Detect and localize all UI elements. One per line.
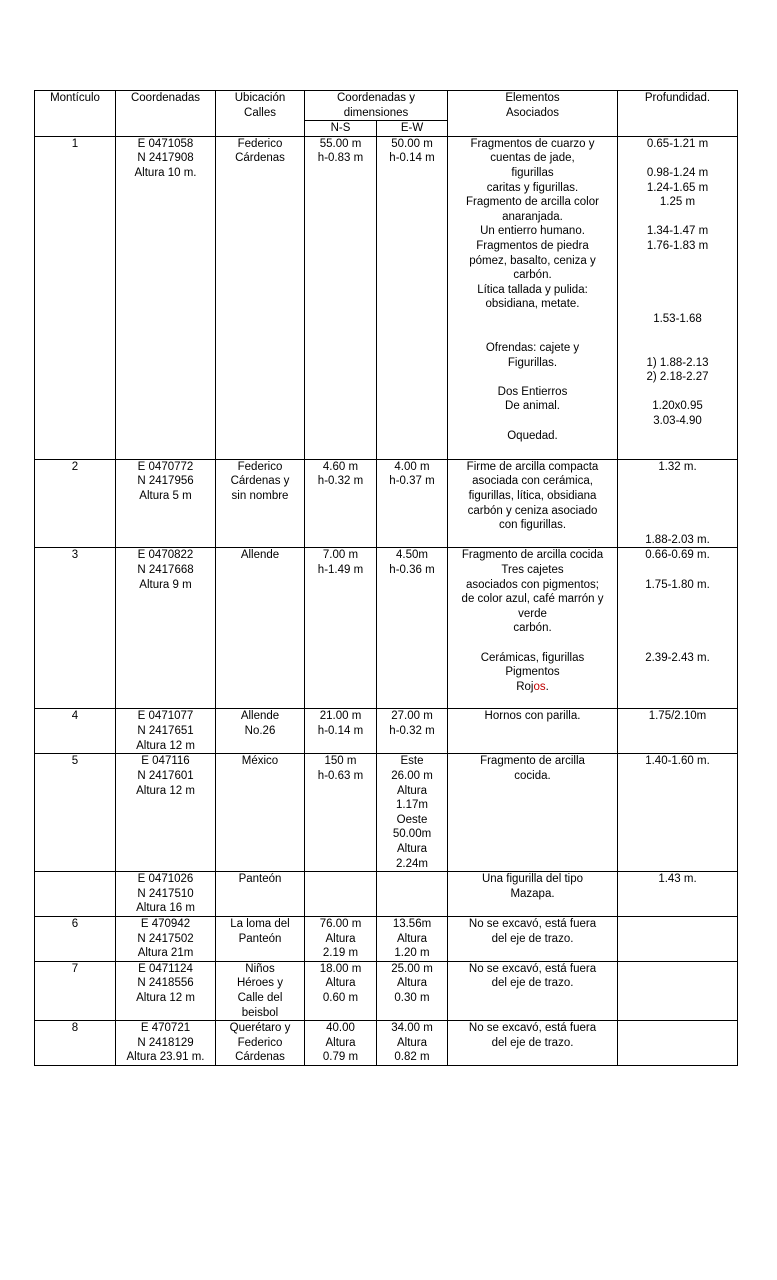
monticulo-cell: 2: [35, 459, 116, 548]
elementos-cell: Fragmento de arcilla cocida.: [448, 754, 618, 872]
ew-cell: 4.50m h-0.36 m: [377, 548, 448, 709]
table-row: [35, 754, 738, 872]
ubicacion-cell: Niños Héroes y Calle del beisbol: [216, 961, 305, 1020]
header-row: [35, 91, 738, 121]
ns-cell: 40.00 Altura 0.79 m: [305, 1021, 377, 1066]
ubicacion-cell: Querétaro y Federico Cárdenas: [216, 1021, 305, 1066]
ew-cell: 27.00 m h-0.32 m: [377, 709, 448, 754]
coordenadas-cell: E 0470822 N 2417668 Altura 9 m: [116, 548, 216, 709]
monticulo-cell: 8: [35, 1021, 116, 1066]
coordenadas-cell: E 0470772 N 2417956 Altura 5 m: [116, 459, 216, 548]
monticulo-cell: 3: [35, 548, 116, 709]
header-monticulo: Montículo: [35, 91, 116, 137]
elementos-cell: [448, 548, 618, 709]
table-row: [35, 961, 738, 1020]
ew-cell: Este 26.00 m Altura 1.17m Oeste 50.00m Altura 2.24m: [377, 754, 448, 872]
ubicacion-cell: Allende: [216, 548, 305, 709]
elementos-cell: No se excavó, está fuera del eje de trazo.: [448, 961, 618, 1020]
header-ew: E-W: [377, 121, 448, 137]
elementos-last-b: os: [533, 680, 546, 693]
elementos-cell: Fragmentos de cuarzo y cuentas de jade, figurillas caritas y figurillas. Fragmento de arcilla color anaranjada. Un entierro humano. Fragmentos de piedra pómez, basalto, ceniza y carbón. Lítica tallada y pulida: obsidiana, metate. Ofrendas: cajete y Figurillas. Dos Entierros De animal. Oquedad.: [448, 136, 618, 459]
profundidad-cell: [618, 1021, 738, 1066]
profundidad-cell: 1.32 m. 1.88-2.03 m.: [618, 459, 738, 548]
elementos-last-line: [449, 680, 616, 695]
monticulo-cell: 1: [35, 136, 116, 459]
monticulo-cell: 7: [35, 961, 116, 1020]
elementos-cell: Hornos con parilla.: [448, 709, 618, 754]
profundidad-cell: 0.66-0.69 m. 1.75-1.80 m. 2.39-2.43 m.: [618, 548, 738, 709]
header-ns: N-S: [305, 121, 377, 137]
ubicacion-cell: La loma del Panteón: [216, 917, 305, 962]
ew-cell: 4.00 m h-0.37 m: [377, 459, 448, 548]
header-coordenadas: Coordenadas: [116, 91, 216, 137]
coordenadas-cell: E 047116 N 2417601 Altura 12 m: [116, 754, 216, 872]
table-row: [35, 1021, 738, 1066]
profundidad-cell: 1.43 m.: [618, 872, 738, 917]
ns-cell: 7.00 m h-1.49 m: [305, 548, 377, 709]
coordenadas-cell: E 0471026 N 2417510 Altura 16 m: [116, 872, 216, 917]
elementos-cell: No se excavó, está fuera del eje de trazo.: [448, 917, 618, 962]
ns-cell: [305, 872, 377, 917]
ns-cell: 55.00 m h-0.83 m: [305, 136, 377, 459]
table-row: [35, 136, 738, 459]
ubicacion-cell: Panteón: [216, 872, 305, 917]
ubicacion-cell: Federico Cárdenas: [216, 136, 305, 459]
elementos-text: Fragmento de arcilla cocida Tres cajetes asociados con pigmentos; de color azul, café marrón y verde carbón. Cerámicas, figurillas Pigmentos: [461, 549, 604, 679]
table-row: [35, 548, 738, 709]
ew-cell: [377, 872, 448, 917]
header-coord-dim: Coordenadas y dimensiones: [305, 91, 448, 121]
profundidad-cell: 1.75/2.10m: [618, 709, 738, 754]
elementos-cell: Una figurilla del tipo Mazapa.: [448, 872, 618, 917]
ns-cell: 21.00 m h-0.14 m: [305, 709, 377, 754]
monticulo-cell: 5: [35, 754, 116, 872]
header-elementos: Elementos Asociados: [448, 91, 618, 137]
monticulo-cell: [35, 872, 116, 917]
profundidad-cell: 1.40-1.60 m.: [618, 754, 738, 872]
elementos-last-a: Roj: [516, 680, 534, 693]
ns-cell: 18.00 m Altura 0.60 m: [305, 961, 377, 1020]
table-row: [35, 709, 738, 754]
header-ubicacion: Ubicación Calles: [216, 91, 305, 137]
coordenadas-cell: E 0471058 N 2417908 Altura 10 m.: [116, 136, 216, 459]
ubicacion-cell: México: [216, 754, 305, 872]
ns-cell: 4.60 m h-0.32 m: [305, 459, 377, 548]
table-row: [35, 917, 738, 962]
coordenadas-cell: E 0471077 N 2417651 Altura 12 m: [116, 709, 216, 754]
coordenadas-cell: E 0471124 N 2418556 Altura 12 m: [116, 961, 216, 1020]
coordenadas-cell: E 470942 N 2417502 Altura 21m: [116, 917, 216, 962]
ns-cell: 76.00 m Altura 2.19 m: [305, 917, 377, 962]
ew-cell: 25.00 m Altura 0.30 m: [377, 961, 448, 1020]
ubicacion-cell: Federico Cárdenas y sin nombre: [216, 459, 305, 548]
ubicacion-cell: Allende No.26: [216, 709, 305, 754]
header-profundidad: Profundidad.: [618, 91, 738, 137]
elementos-cell: Firme de arcilla compacta asociada con cerámica, figurillas, lítica, obsidiana carbón y ceniza asociado con figurillas.: [448, 459, 618, 548]
monticulo-cell: 6: [35, 917, 116, 962]
monticulo-cell: 4: [35, 709, 116, 754]
profundidad-cell: [618, 961, 738, 1020]
ew-cell: 50.00 m h-0.14 m: [377, 136, 448, 459]
ew-cell: 13.56m Altura 1.20 m: [377, 917, 448, 962]
coordenadas-cell: E 470721 N 2418129 Altura 23.91 m.: [116, 1021, 216, 1066]
profundidad-cell: 0.65-1.21 m 0.98-1.24 m 1.24-1.65 m 1.25 m 1.34-1.47 m 1.76-1.83 m 1.53-1.68 1) 1.88-2.13 2) 2.18-2.27 1.20x0.95 3.03-4.90: [618, 136, 738, 459]
elementos-cell: No se excavó, está fuera del eje de trazo.: [448, 1021, 618, 1066]
table-row: [35, 459, 738, 548]
ns-cell: 150 m h-0.63 m: [305, 754, 377, 872]
ew-cell: 34.00 m Altura 0.82 m: [377, 1021, 448, 1066]
elementos-last-c: .: [545, 680, 549, 693]
table-row: [35, 872, 738, 917]
excavation-table: [34, 90, 738, 1066]
profundidad-cell: [618, 917, 738, 962]
